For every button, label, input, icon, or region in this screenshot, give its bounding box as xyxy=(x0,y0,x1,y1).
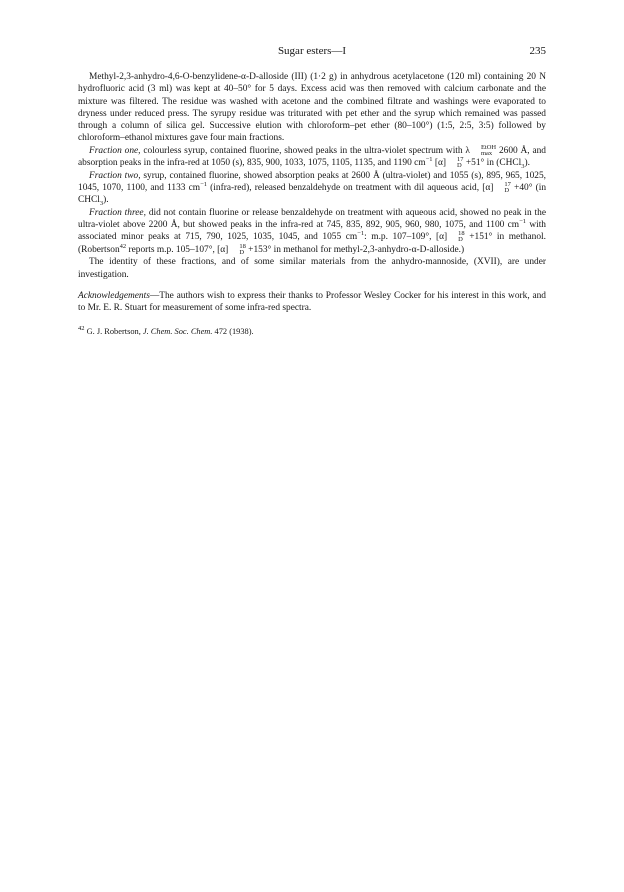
acknowledgements: Acknowledgements—The authors wish to express their thanks to Professor Wesley Cocker for his interest in this work, and to Mr. E. R. Stuart for measurement of some infra-red spectra. xyxy=(78,290,546,314)
article-body xyxy=(78,71,546,337)
page-header xyxy=(78,45,546,59)
paragraph-conclusion: The identity of these fractions, and of some similar materials from the anhydro-mannoside, (XVII), are under investigation. xyxy=(78,257,546,280)
fraction-one-label: Fraction one, xyxy=(89,145,141,156)
running-title: Sugar esters—I xyxy=(277,45,347,57)
rotation-scripts: 17 D xyxy=(504,180,511,194)
paragraph-fraction-one: Fraction one, colourless syrup, contained fluorine, showed peaks in the ultra-violet spectrum with λ EtOH max 2600 Å, and absorption peaks in the infra-red at 1050 (s), 835, 900, 1033, 1075, 1105, 1135, and 1190 $cm^{-1}$ [α] 17 D +51° in (CHCl$_3$). xyxy=(78,143,546,171)
rotation-scripts: 18 D xyxy=(458,230,465,244)
page-number: 235 xyxy=(529,45,546,57)
journal-name: J. Chem. Soc. Chem. xyxy=(142,327,213,337)
rotation-scripts: 17 D xyxy=(457,156,464,170)
paragraph-fraction-three: Fraction three, did not contain fluorine or release benzaldehyde on treatment with aqueous acid, showed no peak in the ultra-violet above 2200 Å, but showed peaks in the infra-red at 745, 835, 892, 905, 960, 980, 1075, and 1100 $cm^{-1}$ with associated minor peaks at 715, 790, 1025, 1035, 1045, and 1055 $cm^{-1}$: m.p. 107–109°, [α] 18 D +151° in methanol. (Robertson$^{42}$ reports m.p. 105–107°, [α] 18 D +153° in methanol for methyl-2,3-anhydro-α-D-alloside.) xyxy=(78,207,546,256)
lambda-max-scripts: EtOH max xyxy=(480,143,497,157)
footnote: $^{42}$ G. J. Robertson, J. Chem. Soc. Chem. 472 (1938). xyxy=(78,325,254,337)
paragraph-fraction-two: Fraction two, syrup, contained fluorine, showed absorption peaks at 2600 Å (ultra-violet) and 1055 (s), 895, 965, 1025, 1045, 1070, 1100, and 1133 $cm^{-1}$ (infra-red), released benzaldehyde on treatment with dil aqueous acid, [α] 17 D +40° (in CHCl$_3$). xyxy=(78,170,547,208)
footnote-marker: 42 xyxy=(78,325,85,333)
rotation-scripts: 18 D xyxy=(239,242,246,256)
paragraph-procedure: Methyl-2,3-anhydro-4,6-O-benzylidene-α-D-alloside (III) (1·2 g) in anhydrous acetylacetone (120 ml) containing 20 N hydrofluoric acid (3 ml) was kept at 40–50° for 5 days. Excess acid was then removed with calcium carbonate and the mixture was filtered. The residue was washed with acetone and the combined filtrate and washings were evaporated to dryness under reduced press. The syrupy residue was triturated with pet ether and the syrup which remained was passed through a column of silica gel. Successive elution with chloroform–pet ether (80–100°) (1:5, 2:5, 3:5) followed by chloroform–ethanol mixtures gave four main fractions. xyxy=(78,72,546,144)
fraction-two-label: Fraction two, xyxy=(89,170,141,181)
reference-marker: 42 xyxy=(119,242,127,250)
acknowledgements-label: Acknowledgements xyxy=(78,290,150,301)
fraction-three-label: Fraction three, xyxy=(89,207,146,218)
